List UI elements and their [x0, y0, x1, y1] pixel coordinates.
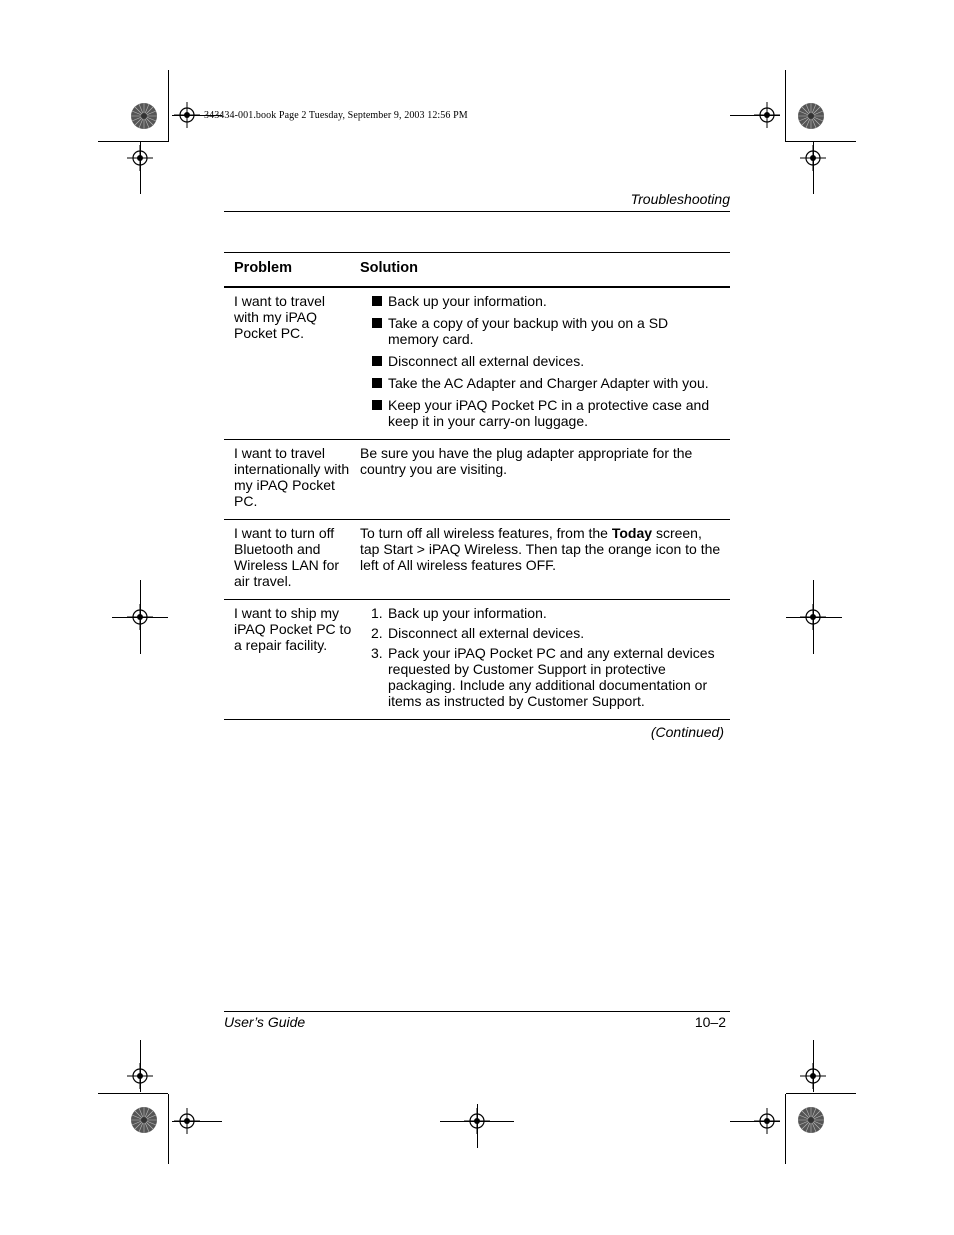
registration-mark-icon	[127, 1063, 153, 1089]
print-rosette-icon	[130, 102, 158, 130]
solution-cell: Be sure you have the plug adapter appropriate for the country you are visiting.	[360, 440, 730, 520]
bullet-square-icon	[372, 400, 382, 410]
solution-cell	[360, 287, 730, 440]
header-divider	[224, 211, 730, 212]
troubleshooting-table	[224, 252, 730, 720]
solution-step-list	[360, 605, 722, 709]
registration-mark-icon	[174, 102, 200, 128]
table-row	[224, 287, 730, 440]
registration-mark-icon	[800, 145, 826, 171]
print-rosette-icon	[130, 1106, 158, 1134]
table-row	[224, 440, 730, 520]
solution-cell: To turn off all wireless features, from the Today screen, tap Start > iPAQ Wireless. Then tap the orange icon to the left of All wireless features OFF.	[360, 520, 730, 600]
bullet-square-icon	[372, 378, 382, 388]
problem-cell: I want to travel with my iPAQ Pocket PC.	[224, 287, 360, 440]
table-row	[224, 600, 730, 720]
continued-note: (Continued)	[650, 724, 724, 740]
column-header-problem: Problem	[224, 253, 360, 288]
page-header-title: Troubleshooting	[630, 191, 730, 207]
column-header-solution: Solution	[360, 253, 730, 288]
registration-mark-icon	[127, 145, 153, 171]
print-rosette-icon	[797, 1106, 825, 1134]
problem-cell: I want to turn off Bluetooth and Wireless LAN for air travel.	[224, 520, 360, 600]
solution-cell	[360, 600, 730, 720]
bullet-square-icon	[372, 318, 382, 328]
bullet-square-icon	[372, 296, 382, 306]
table-row	[224, 520, 730, 600]
registration-mark-icon	[754, 102, 780, 128]
registration-mark-icon	[127, 604, 153, 630]
list-item: Take the AC Adapter and Charger Adapter with you.	[360, 375, 722, 391]
registration-mark-icon	[754, 1108, 780, 1134]
registration-mark-icon	[174, 1108, 200, 1134]
print-rosette-icon	[797, 102, 825, 130]
list-item: Keep your iPAQ Pocket PC in a protective case and keep it in your carry-on luggage.	[360, 397, 722, 429]
list-item: 3. Pack your iPAQ Pocket PC and any external devices requested by Customer Support in protective packaging. Include any additional documentation or items as instructed by Customer Support.	[371, 645, 715, 709]
page-number: 10–2	[694, 1014, 726, 1030]
table-header-row	[224, 253, 730, 288]
print-info: 343434-001.book Page 2 Tuesday, September 9, 2003 12:56 PM	[204, 110, 468, 121]
registration-mark-icon	[800, 604, 826, 630]
problem-cell: I want to travel internationally with my iPAQ Pocket PC.	[224, 440, 360, 520]
solution-bullet-list	[360, 293, 722, 429]
list-item: Disconnect all external devices.	[360, 353, 722, 369]
registration-mark-icon	[464, 1108, 490, 1134]
today-screen-term: Today	[611, 525, 653, 541]
problem-cell: I want to ship my iPAQ Pocket PC to a repair facility.	[224, 600, 360, 720]
bullet-square-icon	[372, 356, 382, 366]
list-item: Take a copy of your backup with you on a SD memory card.	[360, 315, 722, 347]
registration-mark-icon	[800, 1063, 826, 1089]
list-item: Back up your information.	[360, 293, 722, 309]
list-item: 1. Back up your information.	[371, 605, 547, 621]
footer-divider	[224, 1011, 730, 1012]
footer-guide-title: User’s Guide	[224, 1014, 306, 1030]
list-item: 2. Disconnect all external devices.	[371, 625, 585, 641]
